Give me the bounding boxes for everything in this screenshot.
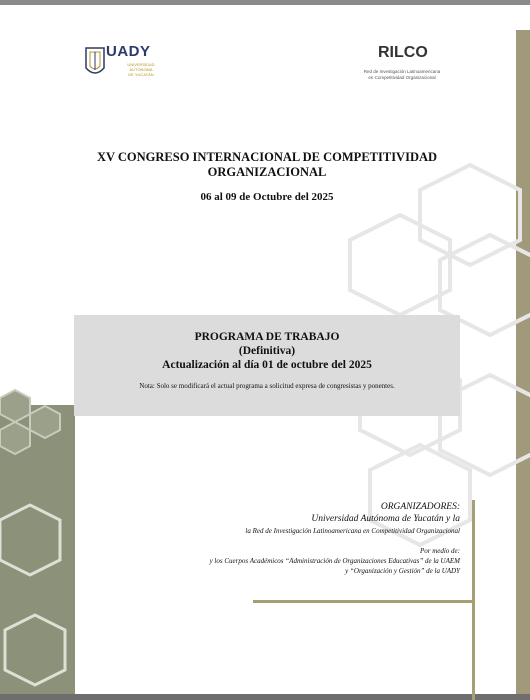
congress-dates: 06 al 09 de Octubre del 2025 <box>200 191 334 203</box>
program-box <box>74 315 460 416</box>
organizers-line: y “Organización y Gestión” de la UADY <box>345 567 460 575</box>
organizers-label: ORGANIZADORES: <box>380 502 460 512</box>
congress-title-line: XV CONGRESO INTERNACIONAL DE COMPETITIVIDAD <box>96 150 438 164</box>
uady-logo-name: UADY <box>106 43 151 60</box>
uady-logo-subtitle <box>118 62 164 77</box>
organizers-line: Universidad Autónoma de Yucatán y la <box>311 514 460 524</box>
organizers-line: la Red de Investigación Latinoamericana en Competitividad Organizacional <box>245 527 460 535</box>
congress-title <box>80 150 454 180</box>
program-updated: Actualización al día 01 de octubre del 2025 <box>162 359 372 371</box>
organizers-via-label: Por medio de: <box>419 547 460 555</box>
uady-sub-line: DE YUCATÁN <box>128 72 154 77</box>
program-heading: PROGRAMA DE TRABAJO <box>194 331 340 343</box>
organizers-divider-horizontal <box>253 600 472 603</box>
program-status: (Definitiva) <box>238 345 296 357</box>
rilco-logo-name: RILCO <box>378 44 428 61</box>
program-note: Nota: Solo se modificará el actual programa a solicitud expresa de congresistas y ponentes. <box>139 382 395 390</box>
uady-sub-line: AUTÓNOMA <box>129 67 153 72</box>
bottom-strip <box>0 694 530 700</box>
organizers-line: y los Cuerpos Académicos “Administración de Organizaciones Educativas” de la UAEM <box>209 557 460 565</box>
rilco-logo-subtitle <box>352 69 452 81</box>
organizers-divider-vertical <box>472 500 475 700</box>
rilco-sub-line: en Competitividad Organizacional <box>368 75 436 80</box>
congress-title-line: ORGANIZACIONAL <box>207 165 327 179</box>
rilco-sub-line: Red de Investigación Latinoamericana <box>363 69 441 74</box>
uady-sub-line: UNIVERSIDAD <box>127 62 155 67</box>
